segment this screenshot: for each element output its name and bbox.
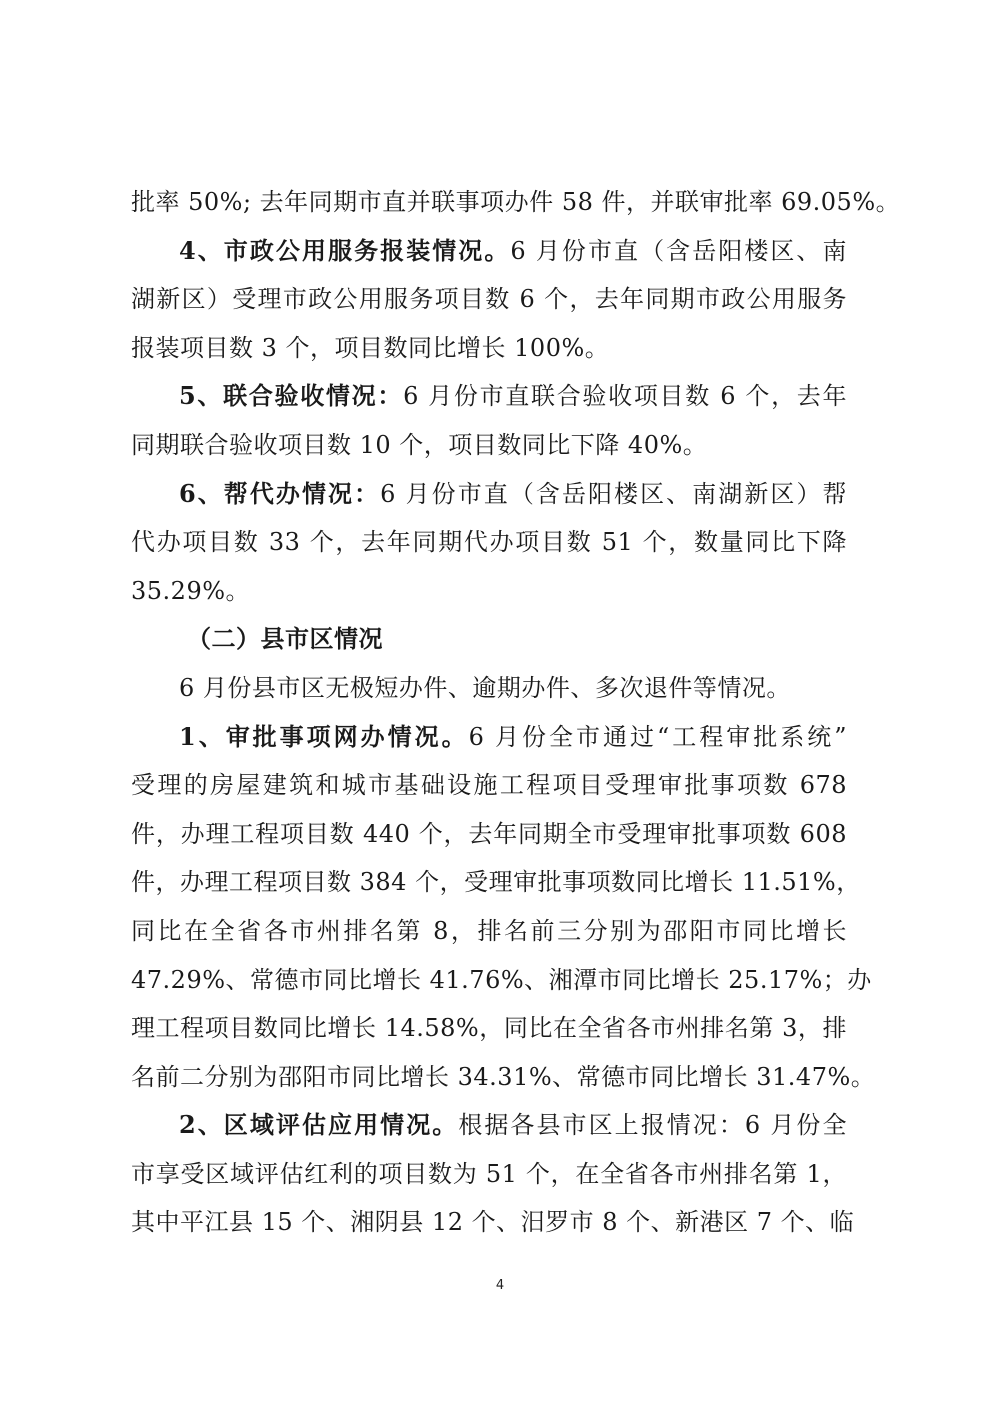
text-line: 湖新区）受理市政公用服务项目数 6 个，去年同期市政公用服务 <box>131 285 847 314</box>
text-line: 35.29%。 <box>131 576 251 605</box>
section-4-heading-line: 4、市政公用服务报装情况。6 月份市直（含岳阳楼区、南 <box>179 235 847 265</box>
text-line: 市享受区域评估红利的项目数为 51 个，在全省各市州排名第 1， <box>131 1159 847 1188</box>
text-line: 件，办理工程项目数 384 个，受理审批事项数同比增长 11.51%， <box>131 868 861 897</box>
subsection-heading: （二）县市区情况 <box>187 624 383 654</box>
text-line: 名前二分别为邵阳市同比增长 34.31%、常德市同比增长 31.47%。 <box>131 1062 876 1091</box>
text-line: 6 月份县市区无极短办件、逾期办件、多次退件等情况。 <box>179 673 791 702</box>
text-line: 理工程项目数同比增长 14.58%，同比在全省各市州排名第 3，排 <box>131 1014 847 1043</box>
text-line: 受理的房屋建筑和城市基础设施工程项目受理审批事项数 678 <box>131 771 847 800</box>
text-line: 报装项目数 3 个，项目数同比增长 100%。 <box>131 333 610 362</box>
text-line: 47.29%、常德市同比增长 41.76%、湘潭市同比增长 25.17%；办 <box>131 965 872 994</box>
body-text <box>131 178 901 1247</box>
text-line: 批率 50%; 去年同期市直并联事项办件 58 件，并联审批率 69.05%。 <box>131 188 901 216</box>
text-line: 同比在全省各市州排名第 8，排名前三分别为邵阳市同比增长 <box>131 916 847 945</box>
text-line: 同期联合验收项目数 10 个，项目数同比下降 40%。 <box>131 430 708 459</box>
section-2-heading-line: 2、区域评估应用情况。根据各县市区上报情况：6 月份全 <box>179 1110 847 1140</box>
section-5-heading-line: 5、联合验收情况：6 月份市直联合验收项目数 6 个，去年 <box>179 381 847 411</box>
text-line: 件，办理工程项目数 440 个，去年同期全市受理审批事项数 608 <box>131 819 847 848</box>
section-6-heading-line: 6、帮代办情况：6 月份市直（含岳阳楼区、南湖新区）帮 <box>179 478 847 508</box>
section-1-heading-line: 1、审批事项网办情况。6 月份全市通过“工程审批系统” <box>179 721 847 751</box>
text-line: 其中平江县 15 个、湘阴县 12 个、汨罗市 8 个、新港区 7 个、临 <box>131 1208 855 1237</box>
text-line: 代办项目数 33 个，去年同期代办项目数 51 个，数量同比下降 <box>131 528 847 557</box>
page-number: 4 <box>495 1278 505 1293</box>
